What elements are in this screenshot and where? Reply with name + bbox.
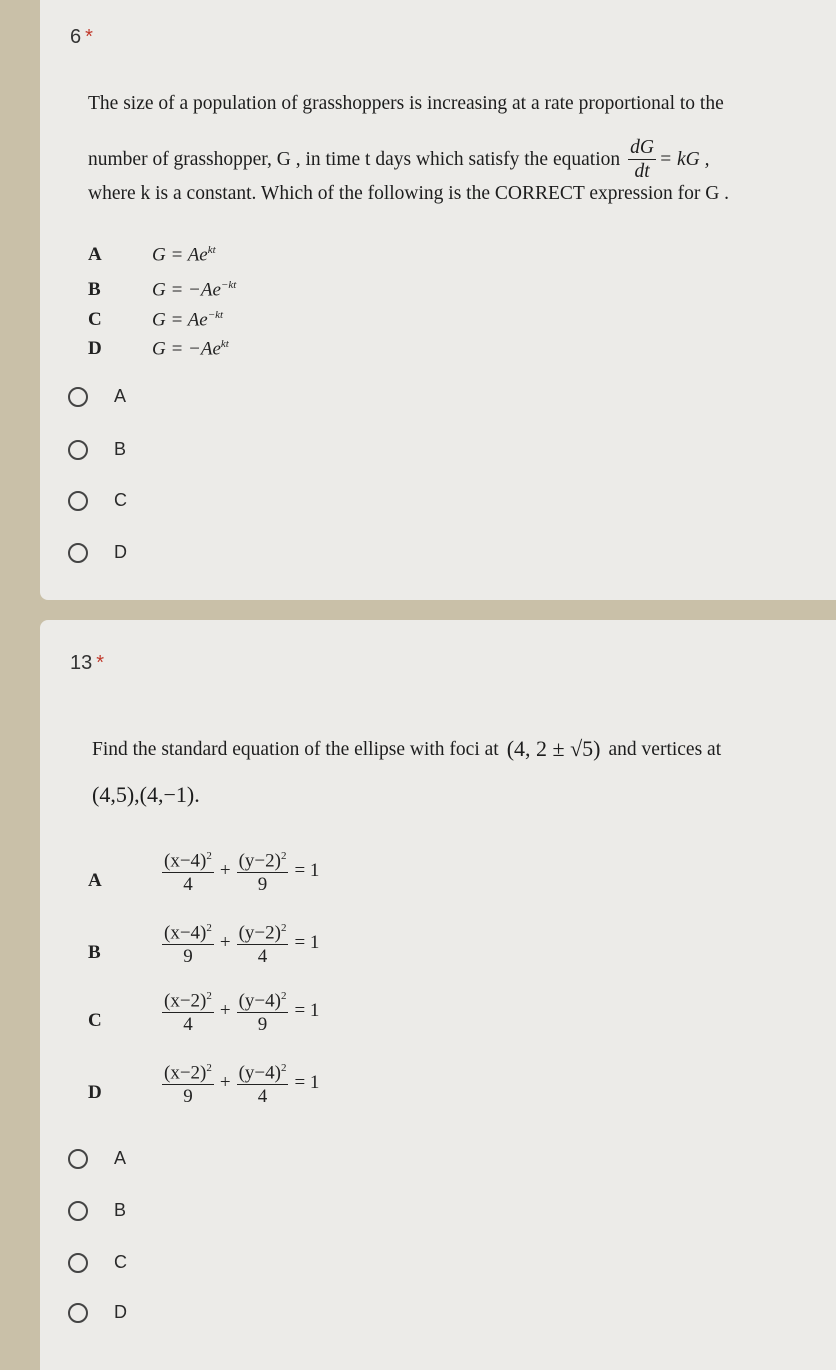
- denominator: 4: [183, 1014, 193, 1036]
- option-letter: A: [88, 870, 102, 891]
- exponent: 2: [280, 990, 287, 1002]
- expression-base: G = Ae: [152, 309, 208, 331]
- radio-button[interactable]: [68, 543, 88, 563]
- required-asterisk: *: [85, 26, 93, 48]
- equals-one: = 1: [294, 932, 320, 954]
- exponent: 2: [206, 922, 212, 934]
- radio-label: A: [114, 386, 127, 406]
- plus-sign: +: [219, 1072, 231, 1094]
- option-equation: [160, 990, 323, 1037]
- question-stem-line: The size of a population of grasshoppers is increasing at a rate proportional to the: [88, 93, 724, 114]
- option-expression: [152, 309, 223, 331]
- derivative-numerator: dG: [628, 136, 656, 160]
- numerator: (x−2): [164, 1062, 207, 1084]
- denominator: 4: [257, 1086, 268, 1108]
- denominator: 4: [257, 946, 268, 968]
- denominator: 4: [183, 874, 193, 896]
- stem-text: Find the standard equation of the ellipse with foci at: [92, 738, 499, 760]
- exponent: 2: [280, 1062, 287, 1074]
- radio-button[interactable]: [68, 1201, 88, 1221]
- option-equation: [160, 850, 323, 897]
- question-stem-line: [92, 736, 721, 762]
- fraction: [162, 990, 214, 1037]
- radio-label: C: [114, 490, 127, 510]
- option-letter: C: [88, 309, 102, 330]
- expression-base: G = −Ae: [152, 338, 221, 360]
- exponent: 2: [206, 1062, 212, 1074]
- fraction: [162, 922, 214, 969]
- radio-button[interactable]: [68, 1253, 88, 1273]
- plus-sign: +: [219, 860, 231, 882]
- question-stem-line: (4,5),(4,−1).: [92, 782, 200, 807]
- denominator: 9: [183, 946, 193, 968]
- radio-option-d[interactable]: [68, 1302, 127, 1323]
- question-stem-line: where k is a constant. Which of the following is the CORRECT expression for G .: [88, 183, 730, 204]
- option-letter: B: [88, 279, 101, 300]
- equation-rhs: = kG ,: [658, 149, 710, 171]
- numerator: (x−4): [164, 850, 207, 872]
- radio-label: B: [114, 439, 127, 459]
- radio-label: A: [114, 1148, 127, 1168]
- derivative-denominator: dt: [634, 161, 650, 183]
- option-letter: C: [88, 1010, 102, 1031]
- radio-option-c[interactable]: [68, 1252, 127, 1273]
- option-expression: [152, 279, 236, 301]
- plus-sign: +: [219, 1000, 231, 1022]
- radio-option-b[interactable]: [68, 439, 126, 460]
- option-equation: [160, 1062, 323, 1109]
- radio-option-c[interactable]: [68, 490, 127, 511]
- option-letter: D: [88, 1082, 102, 1103]
- radio-label: D: [114, 1302, 127, 1322]
- question-stem-line: [88, 136, 816, 184]
- option-expression: [152, 244, 216, 266]
- numerator: (x−4): [164, 922, 207, 944]
- equals-one: = 1: [294, 1000, 320, 1022]
- fraction: [162, 850, 214, 897]
- numerator: (y−2): [238, 850, 281, 872]
- radio-button[interactable]: [68, 387, 88, 407]
- numerator: (y−4): [238, 990, 281, 1012]
- option-letter: B: [88, 942, 101, 963]
- stem-text: and vertices at: [608, 738, 722, 760]
- fraction: [162, 1062, 214, 1109]
- radio-label: D: [114, 542, 127, 562]
- radio-label: C: [114, 1252, 127, 1272]
- question-number-text: 13: [70, 652, 93, 674]
- exponent: 2: [206, 850, 212, 862]
- question-number: [70, 26, 93, 49]
- option-expression: [152, 338, 229, 360]
- expression-base: G = −Ae: [152, 279, 221, 301]
- radio-button[interactable]: [68, 491, 88, 511]
- question-number: [70, 652, 104, 675]
- fraction: [237, 850, 289, 897]
- exponent: 2: [280, 922, 287, 934]
- stem-text: number of grasshopper, G , in time t days which satisfy the equation: [88, 149, 621, 171]
- numerator: (x−2): [164, 990, 207, 1012]
- denominator: 9: [257, 874, 268, 896]
- radio-button[interactable]: [68, 440, 88, 460]
- equals-one: = 1: [294, 860, 320, 882]
- derivative-fraction: [628, 136, 656, 184]
- fraction: [237, 1062, 289, 1109]
- expression-exponent: −kt: [207, 309, 224, 321]
- exponent: 2: [206, 990, 212, 1002]
- expression-exponent: kt: [207, 244, 216, 256]
- expression-exponent: −kt: [220, 279, 237, 291]
- numerator: (y−2): [238, 922, 281, 944]
- equals-one: = 1: [294, 1072, 320, 1094]
- plus-sign: +: [219, 932, 231, 954]
- radio-option-d[interactable]: [68, 542, 127, 563]
- required-asterisk: *: [96, 652, 105, 674]
- numerator: (y−4): [238, 1062, 281, 1084]
- denominator: 9: [183, 1086, 193, 1108]
- radio-option-a[interactable]: [68, 1148, 126, 1169]
- expression-exponent: kt: [220, 338, 229, 350]
- fraction: [237, 922, 289, 969]
- fraction: [237, 990, 289, 1037]
- expression-base: G = Ae: [152, 244, 208, 266]
- option-letter: A: [88, 244, 102, 265]
- foci-expression: (4, 2 ± √5): [506, 736, 601, 761]
- option-letter: D: [88, 338, 102, 359]
- option-equation: [160, 922, 323, 969]
- radio-button[interactable]: [68, 1303, 88, 1323]
- radio-option-a[interactable]: [68, 386, 126, 407]
- radio-button[interactable]: [68, 1149, 88, 1169]
- denominator: 9: [257, 1014, 268, 1036]
- radio-option-b[interactable]: [68, 1200, 126, 1221]
- exponent: 2: [280, 850, 287, 862]
- question-number-text: 6: [70, 26, 82, 48]
- radio-label: B: [114, 1200, 127, 1220]
